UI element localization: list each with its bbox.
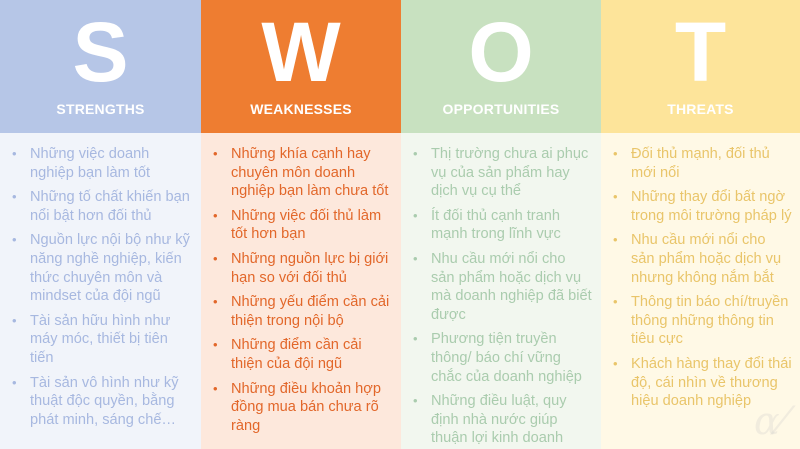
strengths-list (10, 145, 193, 429)
threats-column (601, 0, 800, 449)
weaknesses-list (211, 145, 393, 435)
weaknesses-column (201, 0, 401, 449)
bullet-icon: • (613, 189, 618, 205)
item-text: Những tố chất khiến bạn nổi bật hơn đối thủ (30, 189, 190, 224)
item-text: Đối thủ mạnh, đối thủ mới nổi (631, 146, 770, 181)
weaknesses-heading: WEAKNESSES (250, 101, 352, 117)
list-item (211, 293, 393, 330)
item-text: Những điểm cần cải thiện của đội ngũ (231, 337, 362, 372)
list-item (211, 380, 393, 436)
list-item (211, 336, 393, 373)
bullet-icon: • (613, 146, 618, 161)
bullet-icon: • (213, 337, 218, 353)
strengths-header (0, 0, 201, 133)
bullet-icon: • (213, 146, 218, 161)
item-text: Những thay đổi bất ngờ trong môi trường pháp lý (631, 189, 792, 224)
strengths-heading: STRENGTHS (56, 101, 145, 117)
item-text: Những điều luật, quy định nhà nước giúp thuận lợi kinh doanh (431, 393, 567, 447)
bullet-icon: • (413, 146, 418, 161)
weaknesses-letter: W (261, 5, 341, 99)
threats-header (601, 0, 800, 133)
item-text: Những việc doanh nghiệp bạn làm tốt (30, 146, 151, 181)
item-text: Nhu cầu mới nổi cho sản phẩm hoặc dịch vụ nhưng không nắm bắt (631, 232, 782, 286)
list-item (411, 250, 593, 324)
item-text: Những điều khoản hợp đồng mua bán chưa rõ ràng (231, 380, 381, 434)
item-text: Ít đối thủ cạnh tranh mạnh trong lĩnh vực (431, 207, 561, 243)
item-text: Thông tin báo chí/truyền thông những thông tin tiêu cực (631, 294, 789, 348)
bullet-icon: • (12, 374, 17, 390)
bullet-icon: • (213, 294, 218, 310)
list-item (211, 250, 393, 287)
item-text: Tài sản vô hình như kỹ thuật độc quyền, bằng phát minh, sáng chế… (30, 374, 179, 428)
bullet-icon: • (413, 207, 418, 223)
list-item (411, 392, 593, 448)
list-item (611, 231, 792, 287)
bullet-icon: • (413, 331, 418, 347)
strengths-body (0, 133, 201, 449)
item-text: Nhu cầu mới nổi cho sản phẩm hoặc dịch vụ mà doanh nghiệp đã biết được (431, 250, 592, 323)
threats-body (601, 133, 800, 449)
bullet-icon: • (12, 232, 17, 248)
bullet-icon: • (613, 232, 618, 248)
bullet-icon: • (213, 250, 218, 266)
opportunities-body (401, 133, 601, 449)
list-item (10, 374, 193, 430)
list-item (411, 207, 593, 244)
list-item (10, 312, 193, 368)
item-text: Thị trường chưa ai phục vụ của sản phẩm hay dịch vụ cụ thể (431, 146, 589, 200)
bullet-icon: • (413, 250, 418, 266)
list-item (611, 145, 792, 182)
bullet-icon: • (613, 355, 618, 371)
opportunities-list (411, 145, 593, 448)
bullet-icon: • (613, 294, 618, 310)
list-item (10, 145, 193, 182)
strengths-column (0, 0, 201, 449)
list-item (211, 207, 393, 244)
list-item (411, 145, 593, 201)
list-item (411, 330, 593, 386)
list-item (10, 231, 193, 305)
bullet-icon: • (12, 312, 17, 328)
opportunities-column (401, 0, 601, 449)
list-item (611, 188, 792, 225)
item-text: Nguồn lực nội bộ như kỹ năng nghề nghiệp, kiến thức chuyên môn và mindset của đội ngũ (30, 232, 190, 305)
opportunities-header (401, 0, 601, 133)
list-item (611, 355, 792, 411)
weaknesses-body (201, 133, 401, 449)
threats-letter: T (674, 5, 727, 99)
item-text: Những khía cạnh hay chuyên môn doanh nghiệp bạn làm chưa tốt (231, 146, 389, 200)
threats-heading: THREATS (667, 101, 734, 117)
item-text: Những việc đối thủ làm tốt hơn bạn (231, 207, 382, 243)
bullet-icon: • (12, 189, 17, 205)
list-item (10, 188, 193, 225)
item-text: Tài sản hữu hình như máy móc, thiết bị tiên tiến (30, 312, 171, 366)
bullet-icon: • (413, 393, 418, 409)
item-text: Những yếu điểm cần cải thiện trong nội bộ (231, 294, 390, 329)
opportunities-letter: O (468, 5, 534, 99)
list-item (211, 145, 393, 201)
threats-list (611, 145, 792, 411)
list-item (611, 293, 792, 349)
item-text: Khách hàng thay đổi thái độ, cái nhìn về thương hiệu doanh nghiệp (631, 355, 792, 410)
item-text: Phương tiện truyền thông/ báo chí vững chắc của doanh nghiệp (431, 331, 582, 385)
item-text: Những nguồn lực bị giới hạn so với đối thủ (231, 250, 389, 286)
weaknesses-header (201, 0, 401, 133)
bullet-icon: • (213, 207, 218, 223)
bullet-icon: • (213, 380, 218, 396)
bullet-icon: • (12, 146, 17, 161)
watermark-logo-icon: ɑ⁄ (753, 399, 786, 443)
strengths-letter: S (72, 5, 129, 99)
opportunities-heading: OPPORTUNITIES (442, 101, 560, 117)
